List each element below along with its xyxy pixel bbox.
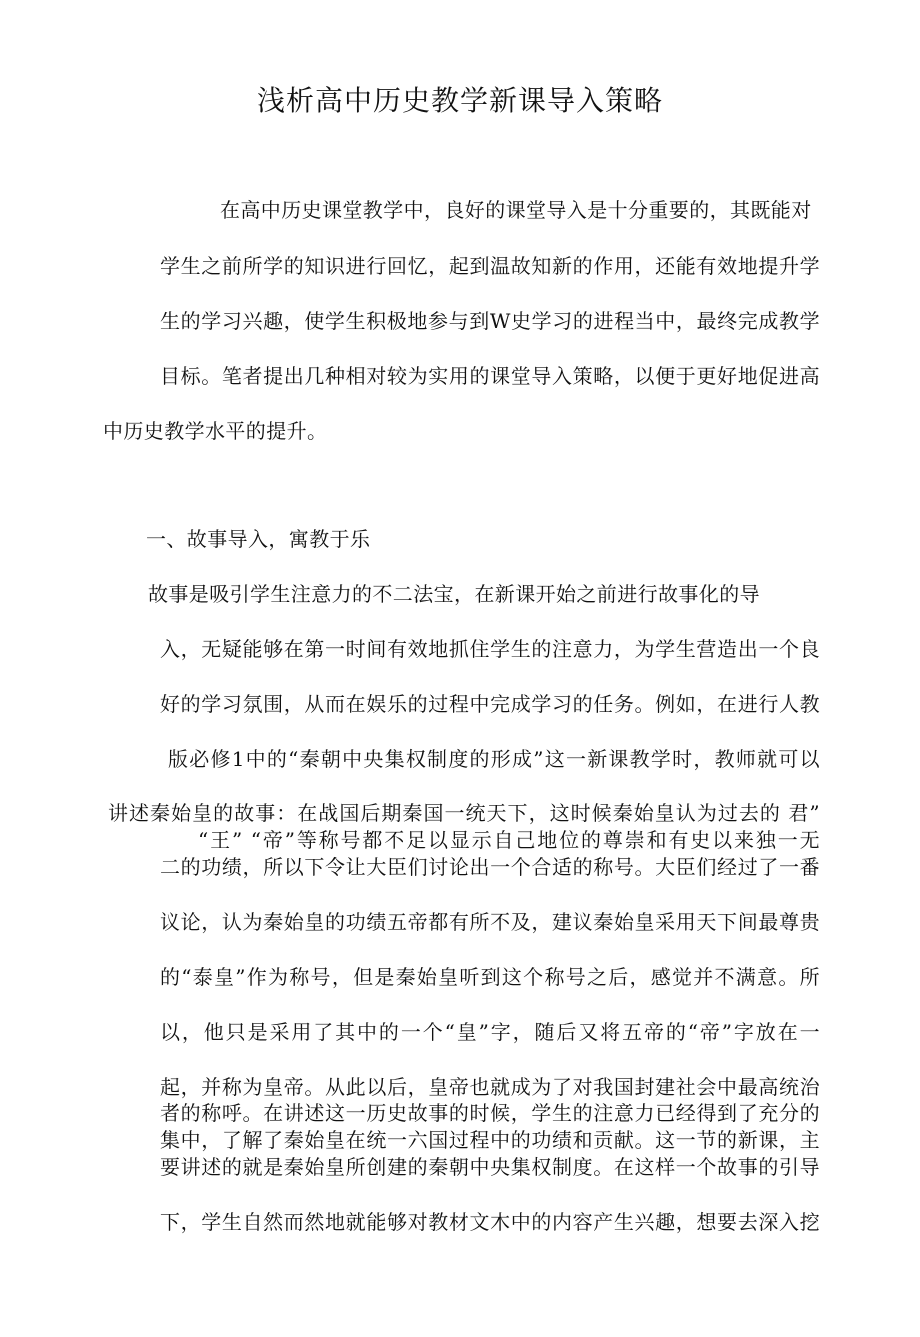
body-line: 入，无疑能够在第一时间有效地抓住学生的注意力，为学生营造出一个良 xyxy=(160,637,820,661)
body-line: 议论，认为秦始皇的功绩五帝都有所不及，建议秦始皇采用天下间最尊贵 xyxy=(160,910,820,934)
body-line: 的“泰皇”作为称号，但是秦始皇听到这个称号之后，感觉并不满意。所 xyxy=(160,965,820,989)
body-line: 要讲述的就是秦始皇所创建的秦朝中央集权制度。在这样一个故事的引导 xyxy=(160,1155,820,1179)
body-line: 下，学生自然而然地就能够对教材文木中的内容产生兴趣，想要去深入挖 xyxy=(160,1210,820,1234)
document-title: 浅析高中历史教学新课导入策略 xyxy=(256,84,663,117)
body-line: 集中，了解了秦始皇在统一六国过程中的功绩和贡献。这一节的新课，主 xyxy=(160,1128,820,1152)
abstract-line: 在高中历史课堂教学中，良好的课堂导入是十分重要的，其既能对 xyxy=(220,198,812,222)
body-line: 者的称呼。在讲述这一历史故事的时候，学生的注意力已经得到了充分的 xyxy=(160,1101,820,1125)
section-heading: 一、故事导入，寓教于乐 xyxy=(146,527,371,551)
body-line: “王” “帝”等称号都不足以显示自己地位的尊崇和有史以来独一无 xyxy=(198,828,820,852)
body-line: 版必修1中的“秦朝中央集权制度的形成”这一新课教学时，教师就可以 xyxy=(168,747,820,771)
abstract-line: 目标。笔者提出几种相对较为实用的课堂导入策略，以便于更好地促进高 xyxy=(160,364,820,388)
abstract-line: 中历史教学水平的提升。 xyxy=(103,419,328,443)
body-line: 讲述秦始皇的故事：在战国后期秦国一统天下，这时候秦始皇认为过去的 君” xyxy=(108,801,820,825)
abstract-line: 生的学习兴趣，使学生积极地参与到W史学习的进程当中，最终完成教学 xyxy=(160,309,820,333)
body-line: 好的学习氛围，从而在娱乐的过程中完成学习的任务。例如，在进行人教 xyxy=(160,692,820,716)
body-line: 起，并称为皇帝。从此以后，皇帝也就成为了对我国封建社会中最高统治 xyxy=(160,1075,820,1099)
body-line: 二的功绩，所以下令让大臣们讨论出一个合适的称号。大臣们经过了一番 xyxy=(160,855,820,879)
body-line: 故事是吸引学生注意力的不二法宝，在新课开始之前进行故事化的导 xyxy=(148,582,760,606)
abstract-line: 学生之前所学的知识进行回忆，起到温故知新的作用，还能有效地提升学 xyxy=(160,254,820,278)
body-line: 以，他只是采用了其中的一个“皇”字，随后又将五帝的“帝”字放在一 xyxy=(160,1020,820,1044)
